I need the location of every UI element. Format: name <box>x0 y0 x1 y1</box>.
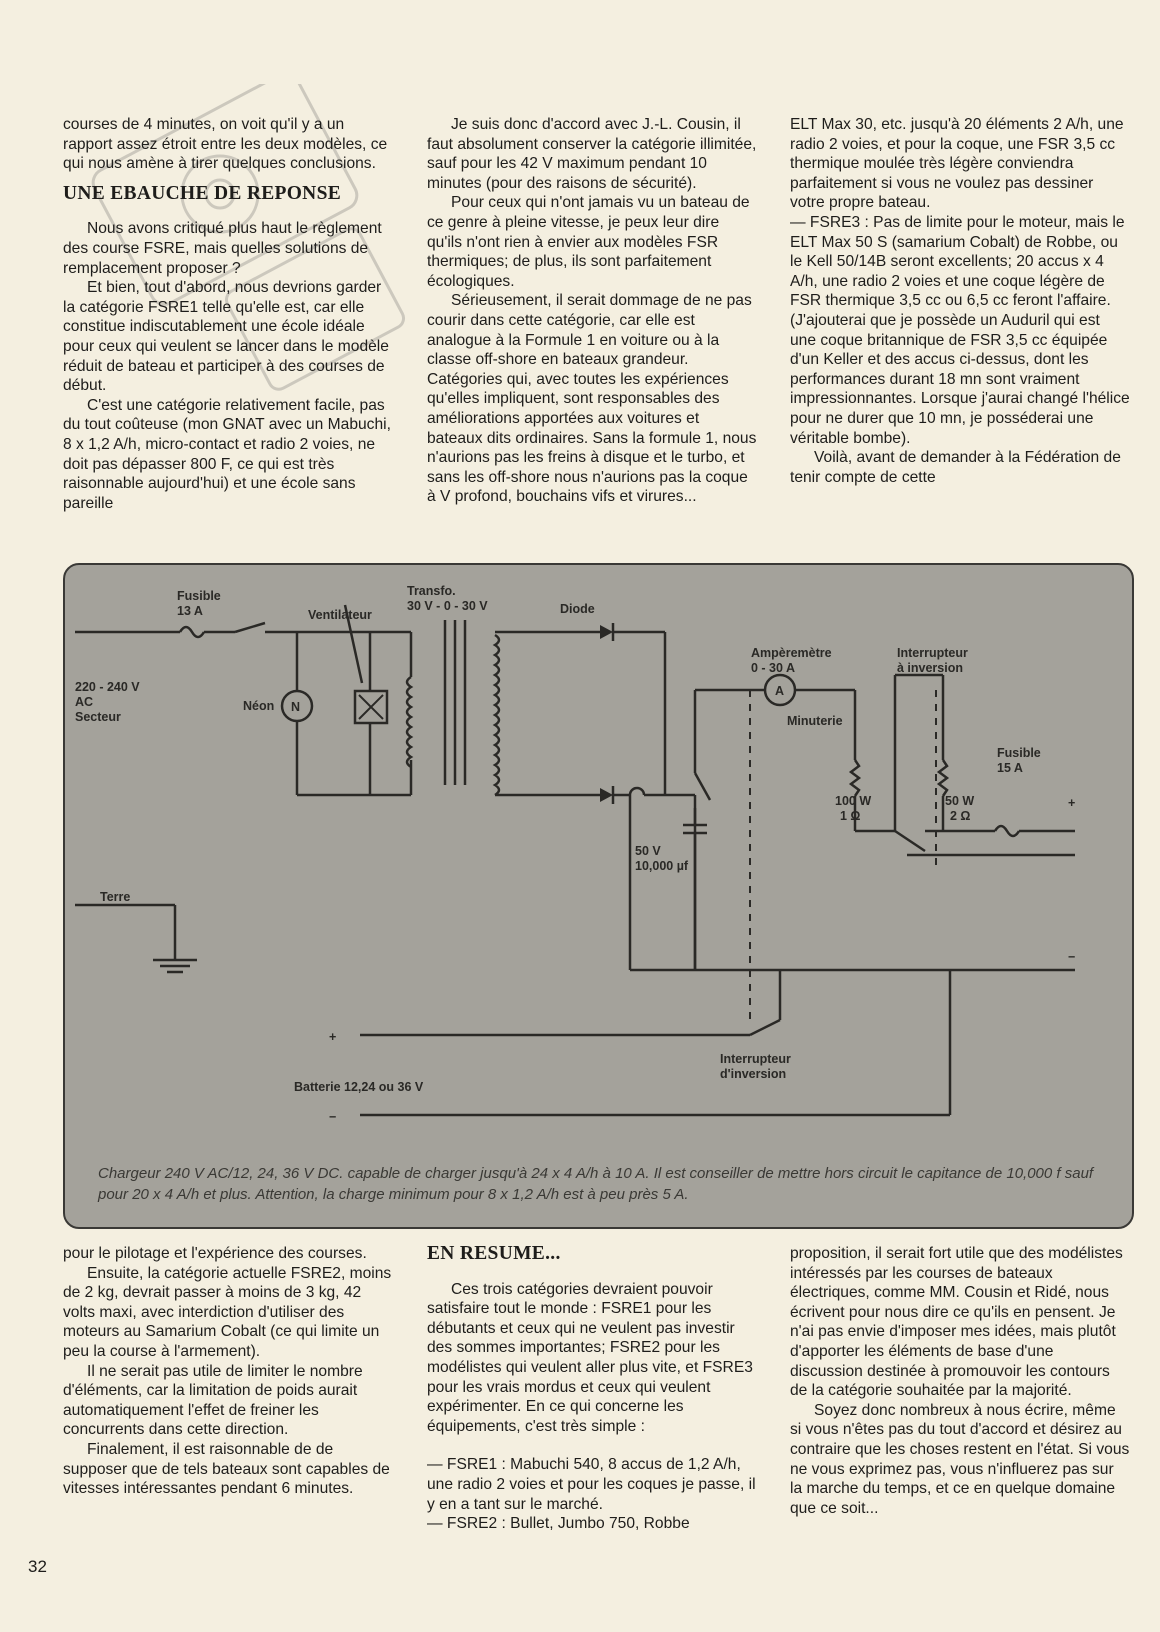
diagram-caption: Chargeur 240 V AC/12, 24, 36 V DC. capable de charger jusqu'à 24 x 4 A/h à 10 A. Il est conseiller de mettre hors circuit le capitance de 10,000 f sauf pour 20 x 4 A/h et plus. Attention, la charge minimum pour 8 x 1,2 A/h est à peu près 5 A. <box>98 1165 1094 1203</box>
label-capacitor-value: 10,000 µf <box>635 859 689 873</box>
label-reversing-switch: Interrupteur <box>897 646 968 660</box>
label-reversing-switch-2-sub: d'inversion <box>720 1067 787 1081</box>
paragraph: — FSRE3 : Pas de limite pour le moteur, mais le ELT Max 50 S (samarium Cobalt) de Robbe, ou le Kell 50/14B seront excellents; 20 accus x 4 A/h, une radio 2 voies et une coque légère de FSR thermique 3,5 cc ou 6,5 cc feront l'affaire. (J'ajouterai que je possède un Auduril qui est une coque britannique de FSR 3,5 cc équipée d'un Keller et des accus ci-dessus, dont les performances durant 18 mn sont vraiment impressionnantes. Lorsque j'aurai changé l'hélice pour ne durer que 10 mn, je posséderai une véritable bombe). <box>790 213 1130 447</box>
schematic <box>65 565 1132 1227</box>
label-earth: Terre <box>100 890 131 904</box>
label-neon: Néon <box>243 699 275 713</box>
paragraph: Finalement, il est raisonnable de de supposer que de tels bateaux sont capables de vitesses intéressantes pendant 6 minutes. <box>63 1440 390 1498</box>
circuit-diagram <box>63 563 1134 1229</box>
ammeter-symbol-letter: A <box>775 684 785 698</box>
label-fan: Ventilateur <box>308 608 372 622</box>
label-timer: Minuterie <box>787 714 843 728</box>
paragraph: Ensuite, la catégorie actuelle FSRE2, moins de 2 kg, devrait passer à moins de 3 kg, 42 volts maxi, avec interdiction d'utiliser des moteurs au Samarium Cobalt (ce qui limite un peu la course à l'armement). <box>63 1264 392 1360</box>
diode-symbol <box>600 625 613 639</box>
label-battery: Batterie 12,24 ou 36 V <box>294 1080 424 1094</box>
label-output-minus: − <box>1068 950 1076 964</box>
paragraph: Voilà, avant de demander à la Fédération de tenir compte de cette <box>790 449 1121 486</box>
section-heading: UNE EBAUCHE DE REPONSE <box>63 182 342 204</box>
label-reversing-switch-2: Interrupteur <box>720 1052 791 1066</box>
label-mains-ac: AC <box>75 695 94 709</box>
label-capacitor-voltage: 50 V <box>635 844 661 858</box>
bottom-column-2 <box>427 1244 757 1534</box>
label-mains-voltage: 220 - 240 V <box>75 680 140 694</box>
top-column-3 <box>790 115 1130 487</box>
label-diode: Diode <box>560 602 595 616</box>
label-fuse-15a: Fusible <box>997 746 1041 760</box>
paragraph: proposition, il serait fort utile que des modélistes intéressés par les courses de bateaux électriques, comme MM. Cousin et Ridé, nous écrivent pour nous dire ce qu'ils en pensent. Je n'ai pas envie d'imposer mes idées, mais plutôt d'apporter les éléments de base d'une discussion destinée à promouvoir les contours de la catégorie souhaitée par la majorité. <box>790 1245 1123 1400</box>
paragraph: Je suis donc d'accord avec J.-L. Cousin, il faut absolument conserver la catégorie illimitée, sauf pour les 42 V maximum pendant 10 minutes (pour des raisons de sécurité). <box>427 116 757 192</box>
neon-symbol-letter: N <box>291 700 301 714</box>
top-column-2 <box>427 115 757 507</box>
label-battery-minus: − <box>329 1110 337 1124</box>
label-resistor-50w: 50 W <box>945 794 975 808</box>
label-fuse-13a: Fusible <box>177 589 221 603</box>
label-resistor-2ohm: 2 Ω <box>950 809 971 823</box>
label-fuse-15a-value: 15 A <box>997 761 1023 775</box>
label-resistor-100w: 100 W <box>835 794 872 808</box>
paragraph: Ces trois catégories devraient pouvoir satisfaire tout le monde : FSRE1 pour les débutants et ceux qui ne veulent pas investir des sommes importantes; FSRE2 pour les modélistes qui veulent aller plus vite, et FSRE3 pour les vrais mordus et ceux qui veulent expérimenter. En ce qui concerne les équipements, c'est très simple : <box>427 1280 753 1435</box>
bottom-column-3 <box>790 1244 1130 1518</box>
label-transformer: Transfo. <box>407 584 456 598</box>
label-ammeter: Ampèremètre <box>751 646 832 660</box>
paragraph: Soyez donc nombreux à nous écrire, même si vous n'êtes pas du tout d'accord et désirez au contraire que les choses restent en l'état. Si vous ne vous exprimez pas, vous n'influerez pas sur la marche du temps, et ce en quelque domaine que ce soit... <box>790 1401 1130 1517</box>
paragraph: courses de 4 minutes, on voit qu'il y a un rapport assez étroit entre les deux modèles, ce qui nous amène à tirer quelques conclusions. <box>63 116 388 173</box>
paragraph: Il ne serait pas utile de limiter le nombre d'éléments, car la limitation de poids aurait automatiquement l'effet de freiner les concurrents dans cette direction. <box>63 1362 363 1439</box>
label-mains-secteur: Secteur <box>75 710 121 724</box>
section-heading: EN RESUME... <box>427 1243 561 1264</box>
paragraph: Sérieusement, il serait dommage de ne pas courir dans cette catégorie, car elle est analogue à la Formule 1 en voiture ou à la classe off-shore en bateaux grandeur. Catégories qui, avec toutes les expériences qu'elles impliquent, sont responsables des améliorations apportées aux voitures et bateaux dits ordinaires. Sans la formule 1, nous n'aurions pas les freins à disque et le turbo, et sans les off-shore nous n'aurions pas la coque à V profond, bouchains vifs et virures... <box>427 292 757 506</box>
paragraph: Nous avons critiqué plus haut le règlement des course FSRE, mais quelles solutions de remplacement proposer ? <box>63 220 382 277</box>
bottom-column-1 <box>63 1244 393 1499</box>
paragraph: — FSRE2 : Bullet, Jumbo 750, Robbe <box>427 1515 690 1533</box>
label-fuse-13a-value: 13 A <box>177 604 203 618</box>
paragraph: pour le pilotage et l'expérience des courses. <box>63 1245 367 1262</box>
label-transformer-value: 30 V - 0 - 30 V <box>407 599 488 613</box>
label-resistor-1ohm: 1 Ω <box>840 809 861 823</box>
paragraph: — FSRE1 : Mabuchi 540, 8 accus de 1,2 A/h, une radio 2 voies et pour les coques je passe, il y en a tant sur le marché. <box>427 1456 756 1513</box>
paragraph: Et bien, tout d'abord, nous devrions garder la catégorie FSRE1 telle qu'elle est, car elle constitue indiscutablement une école idéale pour ceux qui veulent se lancer dans le modèle réduit de bateau et participer à des courses de début. <box>63 279 389 395</box>
paragraph: ELT Max 30, etc. jusqu'à 20 éléments 2 A/h, une radio 2 voies, et pour la coque, une FSR 3,5 cc thermique moulée très légère conviendra parfaitement si vous ne voulez pas dessiner votre propre bateau. <box>790 116 1124 212</box>
label-battery-plus: + <box>329 1030 337 1044</box>
paragraph: Pour ceux qui n'ont jamais vu un bateau de ce genre à pleine vitesse, je peux leur dire qu'ils n'ont rien à envier aux modèles FSR thermiques; de plus, ils sont parfaitement écologiques. <box>427 194 750 290</box>
label-ammeter-value: 0 - 30 A <box>751 661 796 675</box>
page-number: 32 <box>28 1557 47 1576</box>
paragraph: C'est une catégorie relativement facile, pas du tout coûteuse (mon GNAT avec un Mabuchi, 8 x 1,2 A/h, micro-contact et radio 2 voies, ne doit pas dépasser 800 F, ce qui est très raisonnable aujourd'hui) et une école sans pareille <box>63 396 391 512</box>
label-reversing-switch-sub: à inversion <box>897 661 963 675</box>
label-output-plus: + <box>1068 796 1076 810</box>
top-column-1 <box>63 115 393 513</box>
